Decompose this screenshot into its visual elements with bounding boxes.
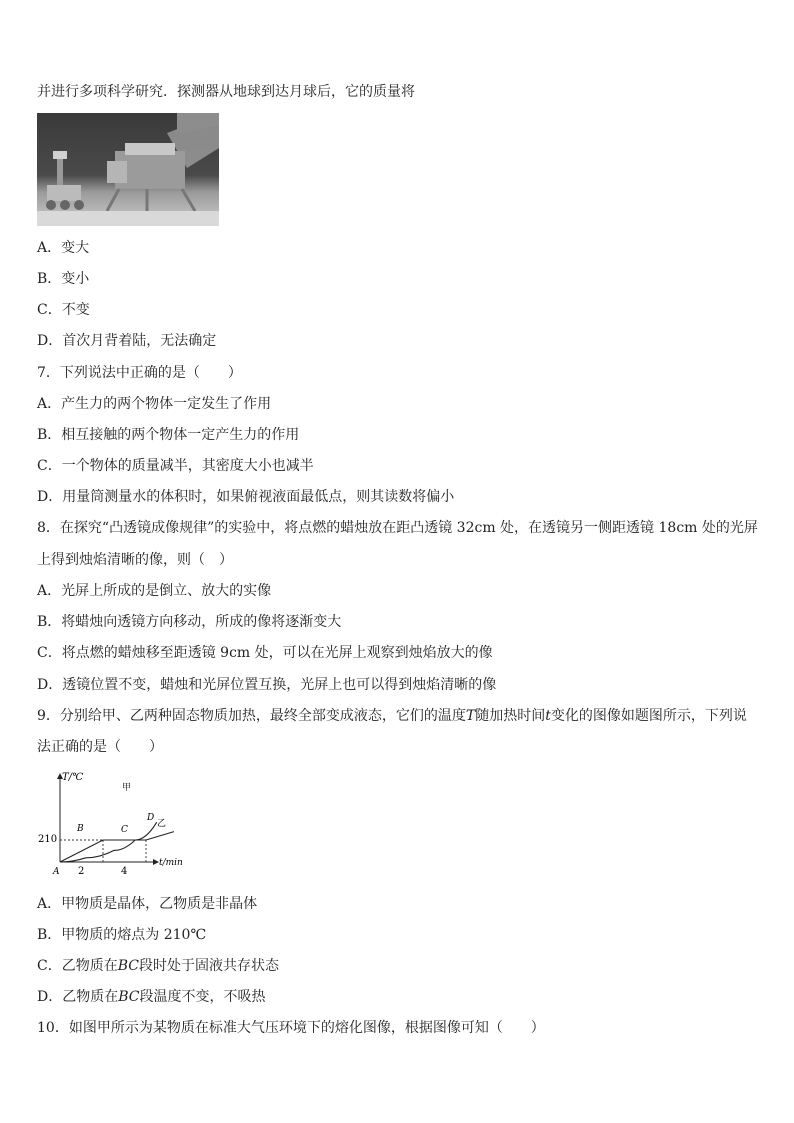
q7-option-d: D．用量筒测量水的体积时，如果俯视液面最低点，则其读数将偏小 <box>37 489 455 505</box>
q9-option-d-post: 段温度不变，不吸热 <box>139 989 266 1005</box>
point-label-b: B <box>77 824 84 834</box>
q9-stem-part-b: 随加热时间 <box>475 708 546 724</box>
q9-option-a: A．甲物质是晶体，乙物质是非晶体 <box>37 896 258 912</box>
q7-option-c: C．一个物体的质量减半，其密度大小也减半 <box>37 458 314 474</box>
q9-option-c-post: 段时处于固液共存状态 <box>138 958 279 974</box>
reference-lines <box>60 840 146 862</box>
lunar-lander-photo <box>37 113 219 226</box>
series-label-jia: 甲 <box>122 783 132 793</box>
q10-stem: 10．如图甲所示为某物质在标准大气压环境下的熔化图像，根据图像可知（ ） <box>37 1020 545 1036</box>
q6-option-a: A．变大 <box>37 240 90 256</box>
q9-var-T: T <box>465 708 476 724</box>
y-axis-label: T/℃ <box>62 772 84 783</box>
point-label-d: D <box>147 813 155 823</box>
x-tick-4: 4 <box>121 866 128 877</box>
point-label-c: C <box>121 825 128 835</box>
question-6-stem-continuation: 并进行多项科学研究．探测器从地球到达月球后，它的质量将 <box>37 84 415 100</box>
y-tick-210: 210 <box>38 834 58 845</box>
series-line-0 <box>60 822 157 862</box>
q6-option-c: C．不变 <box>37 302 90 318</box>
q8-stem-line-2: 上得到烛焰清晰的像，则（ ） <box>37 552 233 568</box>
q8-option-a: A．光屏上所成的是倒立、放大的实像 <box>37 583 272 599</box>
q7-option-a: A．产生力的两个物体一定发生了作用 <box>37 396 272 412</box>
q9-var-t: t <box>545 708 551 724</box>
x-tick-2: 2 <box>78 866 85 877</box>
temperature-time-graph <box>36 768 196 878</box>
q9-stem-line-2: 法正确的是（ ） <box>37 739 163 755</box>
q9-option-d-bc: BC <box>118 989 140 1005</box>
q8-stem-line-1: 8．在探究“凸透镜成像规律”的实验中，将点燃的蜡烛放在距凸透镜 32cm 处，在透镜另一侧距透镜 18cm 处的光屏 <box>37 520 758 536</box>
q9-option-b: B．甲物质的熔点为 210℃ <box>37 927 207 943</box>
q8-option-c: C．将点燃的蜡烛移至距透镜 9cm 处，可以在光屏上观察到烛焰放大的像 <box>37 645 493 661</box>
q9-stem-part-c: 变化的图像如题图所示，下列说 <box>550 708 747 724</box>
series-line-1 <box>60 832 174 862</box>
q9-option-c-pre: C．乙物质在 <box>37 958 118 974</box>
q9-option-d-pre: D．乙物质在 <box>37 989 119 1005</box>
q7-stem: 7．下列说法中正确的是（ ） <box>37 365 242 381</box>
q9-option-d <box>37 988 266 1006</box>
series-label-yi: 乙 <box>157 819 167 829</box>
x-axis-label: t/min <box>159 858 183 868</box>
q8-option-b: B．将蜡烛向透镜方向移动，所成的像将逐渐变大 <box>37 614 342 630</box>
q9-option-c-bc: BC <box>117 958 139 974</box>
q9-option-c <box>37 957 279 975</box>
q9-stem-part-a: 9．分别给甲、乙两种固态物质加热，最终全部变成液态，它们的温度 <box>37 708 466 724</box>
q8-option-d: D．透镜位置不变，蜡烛和光屏位置互换，光屏上也可以得到烛焰清晰的像 <box>37 677 497 693</box>
q6-option-d: D．首次月背着陆，无法确定 <box>37 333 217 349</box>
q7-option-b: B．相互接触的两个物体一定产生力的作用 <box>37 427 300 443</box>
q9-stem-line-1 <box>37 707 747 725</box>
q6-option-b: B．变小 <box>37 271 90 287</box>
point-label-a: A <box>53 867 60 877</box>
